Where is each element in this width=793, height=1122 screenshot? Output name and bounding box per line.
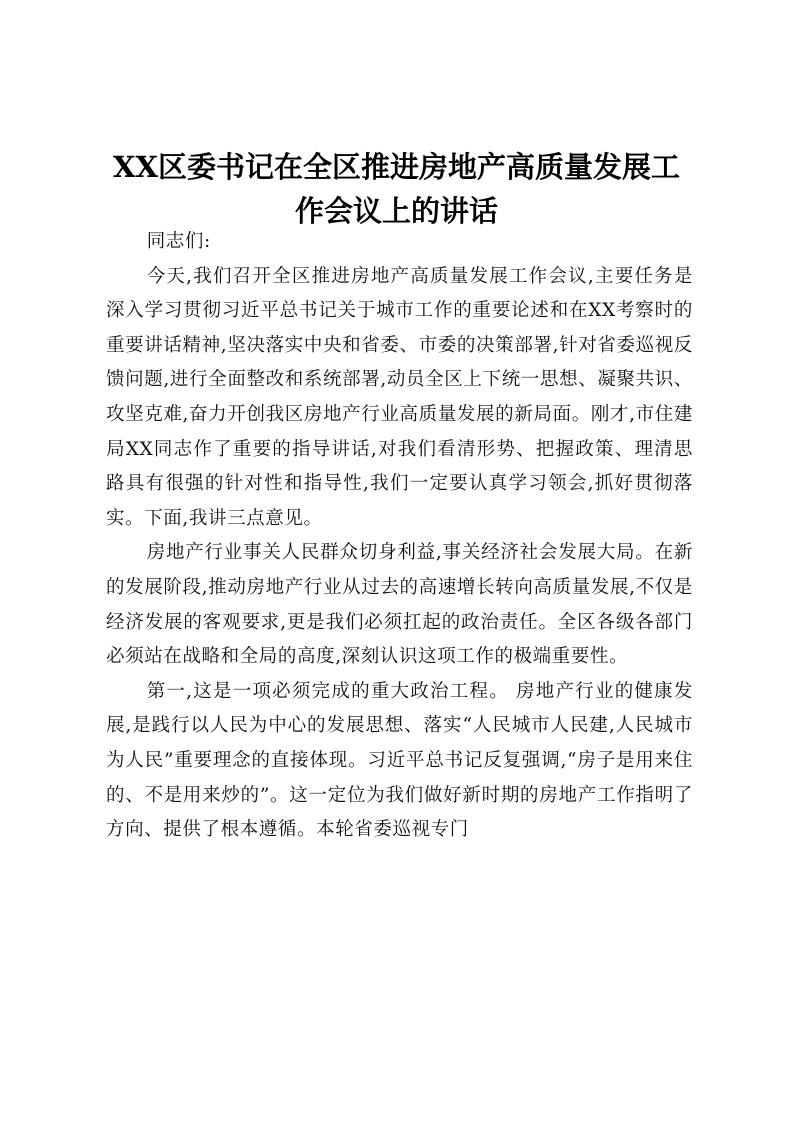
document-title: XX区委书记在全区推进房地产高质量发展工作会议上的讲话	[112, 150, 680, 228]
document-body	[106, 225, 693, 848]
paragraph-context: 房地产行业事关人民群众切身利益,事关经济社会发展大局。在新的发展阶段,推动房地产行业从过去的高速增长转向高质量发展,不仅是经济发展的客观要求,更是我们必须扛起的政治责任。全区各级各部门必须站在战略和全局的高度,深刻认识这项工作的极端重要性。	[106, 542, 693, 668]
paragraph-point-one: 第一,这是一项必须完成的重大政治工程。 房地产行业的健康发展,是践行以人民为中心的发展思想、落实“人民城市人民建,人民城市为人民”重要理念的直接体现。习近平总书记反复强调,“房子是用来住的、不是用来炒的”。这一定位为我们做好新时期的房地产工作指明了方向、提供了根本遵循。本轮省委巡视专门	[106, 680, 693, 841]
paragraph-opening: 今天,我们召开全区推进房地产高质量发展工作会议,主要任务是深入学习贯彻习近平总书记关于城市工作的重要论述和在XX考察时的重要讲话精神,坚决落实中央和省委、市委的决策部署,针对省委巡视反馈问题,进行全面整改和系统部署,动员全区上下统一思想、凝聚共识、攻坚克难,奋力开创我区房地产行业高质量发展的新局面。刚才,市住建局XX同志作了重要的指导讲话,对我们看清形势、把握政策、理清思路具有很强的针对性和指导性,我们一定要认真学习领会,抓好贯彻落实。下面,我讲三点意见。	[106, 265, 693, 529]
paragraph-greeting: 同志们:	[146, 231, 211, 252]
